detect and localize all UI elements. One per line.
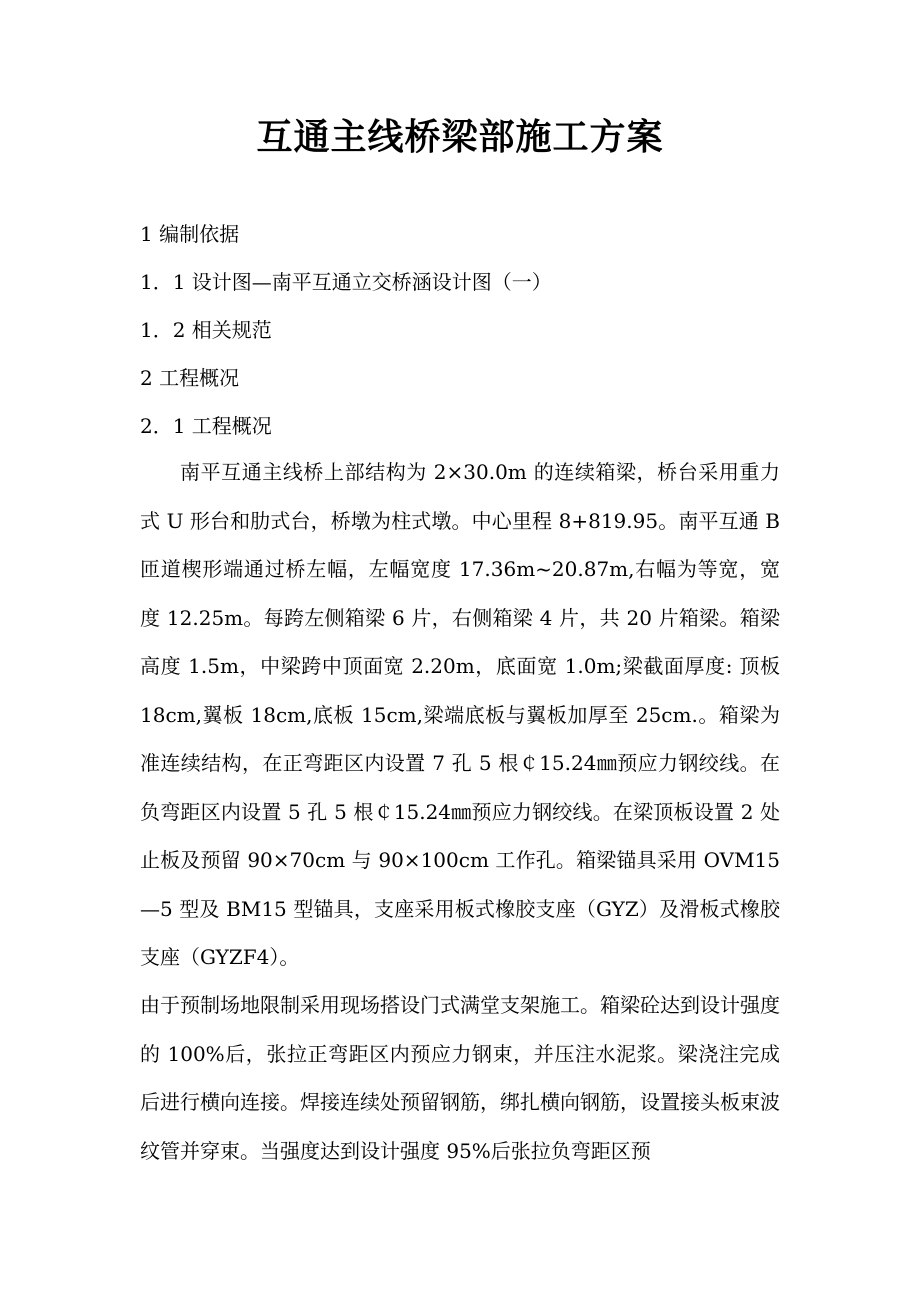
body-paragraph: 南平互通主线桥上部结构为 2×30.0m 的连续箱梁，桥台采用重力式 U 形台和肋式台，桥墩为柱式墩。中心里程 8+819.95。南平互通 B 匝道楔形端通过桥左幅，左幅宽度 17.36m~20.87m,右幅为等宽，宽度 12.25m。每跨左侧箱梁 6 片，右侧箱梁 4 片，共 20 片箱梁。箱梁高度 1.5m，中梁跨中顶面宽 2.20m，底面宽 1.0m;梁截面厚度: 顶板 18cm,翼板 18cm,底板 15cm,梁端底板与翼板加厚至 25cm.。箱梁为准连续结构，在正弯距区内设置 7 孔 5 根￠15.24㎜预应力钢绞线。在负弯距区内设置 5 孔 5 根￠15.24㎜预应力钢绞线。在梁顶板设置 2 处止板及预留 90×70cm 与 90×100cm 工作孔。箱梁锚具采用 OVM15—5 型及 BM15 型锚具，支座采用板式橡胶支座（GYZ）及滑板式橡胶支座（GYZF4）。	[140, 460, 780, 969]
section-heading-1-1: 1．1 设计图—南平互通立交桥涵设计图（一）	[140, 270, 552, 294]
section-heading-1-2: 1．2 相关规范	[140, 318, 272, 342]
body-paragraph: 由于预制场地限制采用现场搭设门式满堂支架施工。箱梁砼达到设计强度的 100%后，张拉正弯距区内预应力钢束，并压注水泥浆。梁浇注完成后进行横向连接。焊接连续处预留钢筋，绑扎横向钢筋，设置接头板束波纹管并穿束。当强度达到设计强度 95%后张拉负弯距区预	[140, 993, 780, 1163]
section-heading-2: 2 工程概况	[140, 366, 240, 390]
section-heading-2-1: 2．1 工程概况	[140, 414, 272, 438]
section-heading-1: 1 编制依据	[140, 222, 240, 246]
document-title: 互通主线桥梁部施工方案	[256, 116, 664, 158]
